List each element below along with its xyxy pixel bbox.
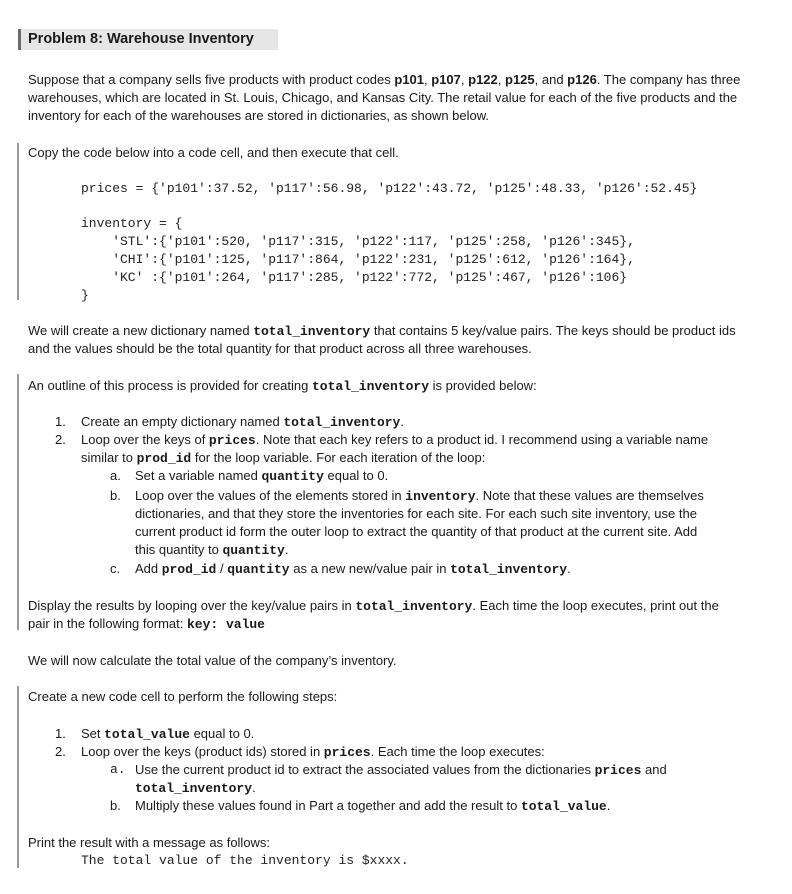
outline-intro: An outline of this process is provided for creating total_inventory is provided below:: [28, 378, 537, 394]
print-instruction: Print the result with a message as follows:: [28, 835, 271, 850]
create-line-2: and the values should be the total quantity for that product across all three warehouses.: [28, 341, 532, 356]
outline-sub-b-line-3: current product id form the outer loop to extract the quantity of that product at the current site. Add: [135, 524, 698, 539]
outline-sub-c: Add prod_id / quantity as a new new/value pair in total_inventory.: [135, 561, 571, 577]
code-prices: prices = {'p101':37.52, 'p117':56.98, 'p122':43.72, 'p125':48.33, 'p126':52.45}: [81, 181, 698, 196]
intro-line-3: inventory for each of the warehouses are stored in dictionaries, as shown below.: [28, 108, 490, 123]
display-line-1: Display the results by looping over the key/value pairs in total_inventory. Each time the loop executes, print out the: [28, 598, 719, 614]
outline-sub-b-line-4: this quantity to quantity.: [135, 542, 289, 558]
step-1: Set total_value equal to 0.: [81, 726, 255, 742]
page-title: Problem 8: Warehouse Inventory: [28, 31, 254, 47]
section-bar: [17, 374, 19, 630]
intro-line-2: warehouses, which are located in St. Louis, Chicago, and Kansas City. The retail value for each of the five products and the: [28, 90, 738, 105]
step-2a-letter: a.: [110, 762, 126, 777]
outline-item-2-line-2: similar to prod_id for the loop variable. For each iteration of the loop:: [81, 450, 486, 466]
outline-sub-a-letter: a.: [110, 468, 121, 483]
step-1-num: 1.: [55, 726, 66, 741]
code-inventory-close: }: [81, 288, 89, 303]
outline-item-1-num: 1.: [55, 414, 66, 429]
print-code: The total value of the inventory is $xxxx.: [81, 853, 409, 868]
step-2: Loop over the keys (product ids) stored in prices. Each time the loop executes:: [81, 744, 545, 760]
step-2b-letter: b.: [110, 798, 121, 813]
step-2b: Multiply these values found in Part a together and add the result to total_value.: [135, 798, 611, 814]
outline-sub-b-letter: b.: [110, 488, 121, 503]
step-2a: Use the current product id to extract the associated values from the dictionaries prices and: [135, 762, 667, 778]
value-paragraph: We will now calculate the total value of the company’s inventory.: [28, 653, 397, 668]
outline-sub-c-letter: c.: [110, 561, 121, 576]
code-inventory-open: inventory = {: [81, 216, 183, 231]
step-2-num: 2.: [55, 744, 66, 759]
outline-item-2-num: 2.: [55, 432, 66, 447]
outline-item-1: Create an empty dictionary named total_inventory.: [81, 414, 404, 430]
outline-sub-b: Loop over the values of the elements stored in inventory. Note that these values are themselves: [135, 488, 704, 504]
code-inventory-stl: 'STL':{'p101':520, 'p117':315, 'p122':117, 'p125':258, 'p126':345},: [81, 234, 635, 249]
outline-item-2: Loop over the keys of prices. Note that each key refers to a product id. I recommend using a variable name: [81, 432, 709, 448]
step-2a-line-2: total_inventory.: [135, 780, 256, 796]
display-line-2: pair in the following format: key: value: [28, 616, 265, 632]
copy-instruction: Copy the code below into a code cell, and then execute that cell.: [28, 145, 399, 160]
steps-intro: Create a new code cell to perform the following steps:: [28, 689, 338, 704]
intro-line-1: Suppose that a company sells five products with product codes p101, p107, p122, p125, and p126. The company has three: [28, 72, 741, 87]
outline-sub-b-line-2: dictionaries, and that they store the inventories for each site. For each such site inventory, use the: [135, 506, 697, 521]
outline-sub-a: Set a variable named quantity equal to 0.: [135, 468, 389, 484]
section-bar: [17, 686, 19, 868]
section-bar: [17, 143, 19, 300]
code-inventory-kc: 'KC' :{'p101':264, 'p117':285, 'p122':772, 'p125':467, 'p126':106}: [81, 270, 628, 285]
code-inventory-chi: 'CHI':{'p101':125, 'p117':864, 'p122':231, 'p125':612, 'p126':164},: [81, 252, 635, 267]
create-line-1: We will create a new dictionary named total_inventory that contains 5 key/value pairs. The keys should be product ids: [28, 323, 736, 339]
